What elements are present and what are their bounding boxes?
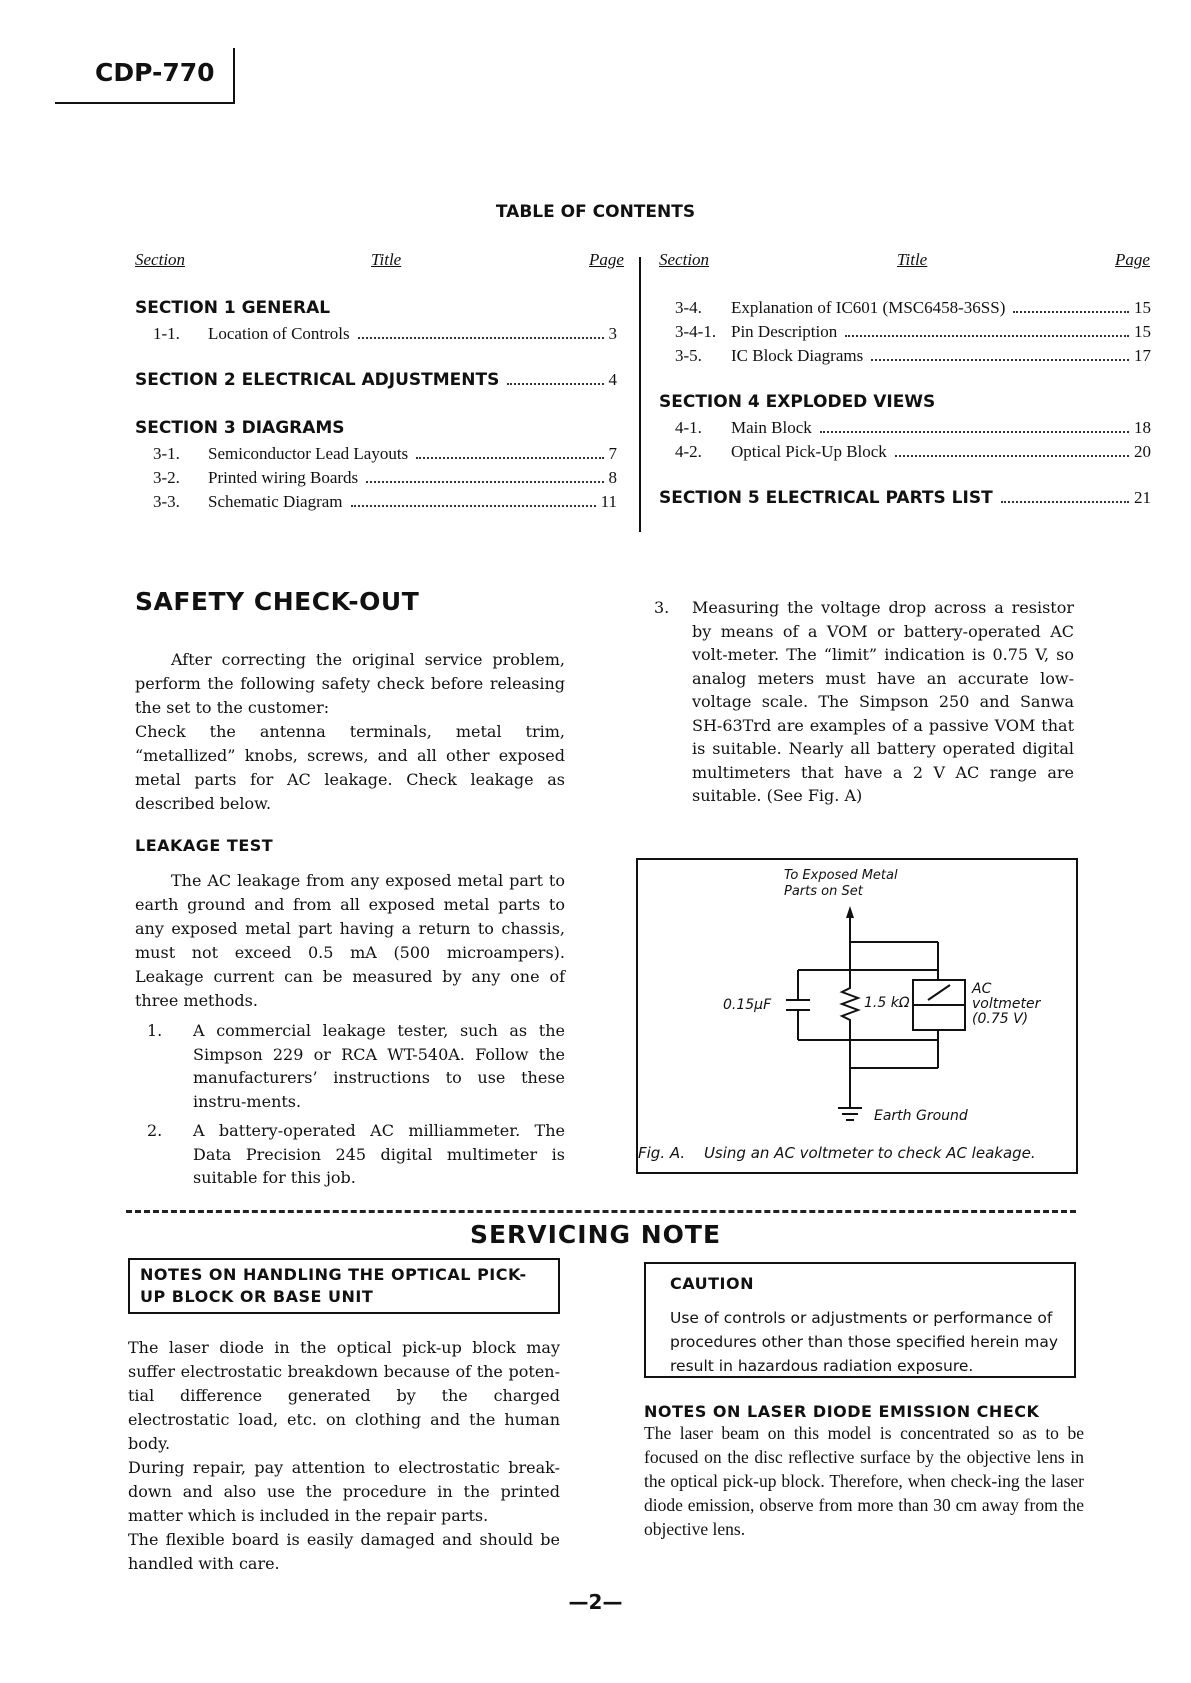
capacitor-label: 0.15μF <box>723 997 772 1013</box>
handling-paragraph-1: The laser diode in the optical pick-up block may suffer electrostatic breakdown because of the poten-tial difference generated by the charged electrostatic load, etc. on clothing and the human body. <box>128 1338 560 1453</box>
safety-title: SAFETY CHECK-OUT <box>135 587 420 616</box>
toc-right-title-header: Title <box>897 250 928 269</box>
toc-column-divider <box>639 257 641 532</box>
toc-entry[interactable]: 3-4-1. Pin Description 15 <box>675 322 1151 341</box>
toc-entry[interactable]: 4-1. Main Block 18 <box>675 418 1151 437</box>
earth-ground-label: Earth Ground <box>874 1108 968 1124</box>
toc-entry[interactable]: 1-1. Location of Controls 3 <box>153 324 617 343</box>
toc-left-section-header: Section <box>135 250 186 269</box>
toc-entry[interactable]: 3-2. Printed wiring Boards 8 <box>153 468 617 487</box>
voltmeter-label: AC voltmeter (0.75 V) <box>972 981 1041 1027</box>
handling-paragraph-3: The flexible board is easily damaged and should be handled with care. <box>128 1530 560 1573</box>
toc-entry[interactable]: 3-4. Explanation of IC601 (MSC6458-36SS) 15 <box>675 298 1151 317</box>
servicing-note-title: SERVICING NOTE <box>469 1220 722 1249</box>
toc-left-title-header: Title <box>371 250 402 269</box>
caution-text: Use of controls or adjustments or performance of procedures other than those specified herein may result in hazardous radiation exposure. <box>670 1309 1059 1375</box>
handling-notes-box: NOTES ON HANDLING THE OPTICAL PICK-UP BLOCK OR BASE UNIT <box>128 1258 560 1314</box>
toc-section-2[interactable]: SECTION 2 ELECTRICAL ADJUSTMENTS 4 <box>135 370 617 390</box>
figure-caption: Fig. A. Using an AC voltmeter to check AC leakage. <box>638 1144 1036 1162</box>
toc-heading: TABLE OF CONTENTS <box>495 202 696 222</box>
toc-left-column <box>135 298 617 516</box>
leakage-test-body: The AC leakage from any exposed metal part to earth ground and from all exposed metal parts to any exposed metal part having a return to chassis, must not exceed 0.5 mA (500 microampers). Leakage current can be measured by any one of three methods. <box>135 871 565 1010</box>
page-number: —2— <box>568 1590 623 1614</box>
laser-notes-text: The laser beam on this model is concentrated so as to be focused on the disc reflective surface by the objective lens in the optical pick-up block. Therefore, when check-ing the laser diode emission, observe from more than 30 cm away from the objective lens. <box>644 1423 1084 1539</box>
figure-top-label: To Exposed Metal Parts on Set <box>784 868 898 899</box>
handling-notes <box>128 1258 560 1576</box>
toc-entry[interactable]: 3-5. IC Block Diagrams 17 <box>675 346 1151 365</box>
method-item: 2. A battery-operated AC milliammeter. The Data Precision 245 digital multimeter is suitable for this job. <box>147 1121 565 1187</box>
toc-section-3[interactable]: SECTION 3 DIAGRAMS <box>135 418 345 438</box>
toc-right-page-header: Page <box>1115 250 1150 269</box>
safety-intro: After correcting the original service problem, perform the following safety check before releasing the set to the customer: <box>135 650 565 717</box>
figure-a <box>636 858 1078 1174</box>
leakage-test-title: LEAKAGE TEST <box>135 836 274 855</box>
toc-section-1[interactable]: SECTION 1 GENERAL <box>135 298 331 318</box>
laser-notes-title: NOTES ON LASER DIODE EMISSION CHECK <box>644 1402 1040 1421</box>
handling-paragraph-2: During repair, pay attention to electrostatic break-down and also use the procedure in the printed matter which is included in the repair parts. <box>128 1458 560 1525</box>
model-number: CDP-770 <box>95 58 215 87</box>
toc-right-column <box>659 298 1151 514</box>
toc-left-page-header: Page <box>589 250 624 269</box>
method-item: 1. A commercial leakage tester, such as the Simpson 229 or RCA WT-540A. Follow the manufacturers’ instructions to use these instru-ments. <box>147 1021 565 1111</box>
resistor-label: 1.5 kΩ <box>864 995 910 1011</box>
caution-title: CAUTION <box>670 1274 754 1293</box>
laser-emission-notes <box>644 1402 1084 1541</box>
toc-entry[interactable]: 4-2. Optical Pick-Up Block 20 <box>675 442 1151 461</box>
toc-entry[interactable]: 3-3. Schematic Diagram 11 <box>153 492 617 511</box>
toc-section-4[interactable]: SECTION 4 EXPLODED VIEWS <box>659 392 936 412</box>
section-divider <box>126 1210 1076 1213</box>
toc-right-section-header: Section <box>659 250 710 269</box>
caution-box <box>644 1262 1076 1378</box>
toc-entry[interactable]: 3-1. Semiconductor Lead Layouts 7 <box>153 444 617 463</box>
safety-right-column <box>650 596 1074 808</box>
safety-intro-2: Check the antenna terminals, metal trim, “metallized” knobs, screws, and all other exposed metal parts for AC leakage. Check leakage as described below. <box>135 722 565 813</box>
toc-section-5[interactable]: SECTION 5 ELECTRICAL PARTS LIST 21 <box>659 488 1151 508</box>
safety-section <box>135 587 565 1190</box>
method-item: 3. Measuring the voltage drop across a resistor by means of a VOM or battery-operated AC volt-meter. The “limit” indication is 0.75 V, so analog meters must have an accurate low-voltage scale. The Simpson 250 and Sanwa SH-63Trd are examples of a passive VOM that is suitable. Nearly all battery operated digital multimeters that have a 2 V AC range are suitable. (See Fig. A) <box>654 598 1074 805</box>
